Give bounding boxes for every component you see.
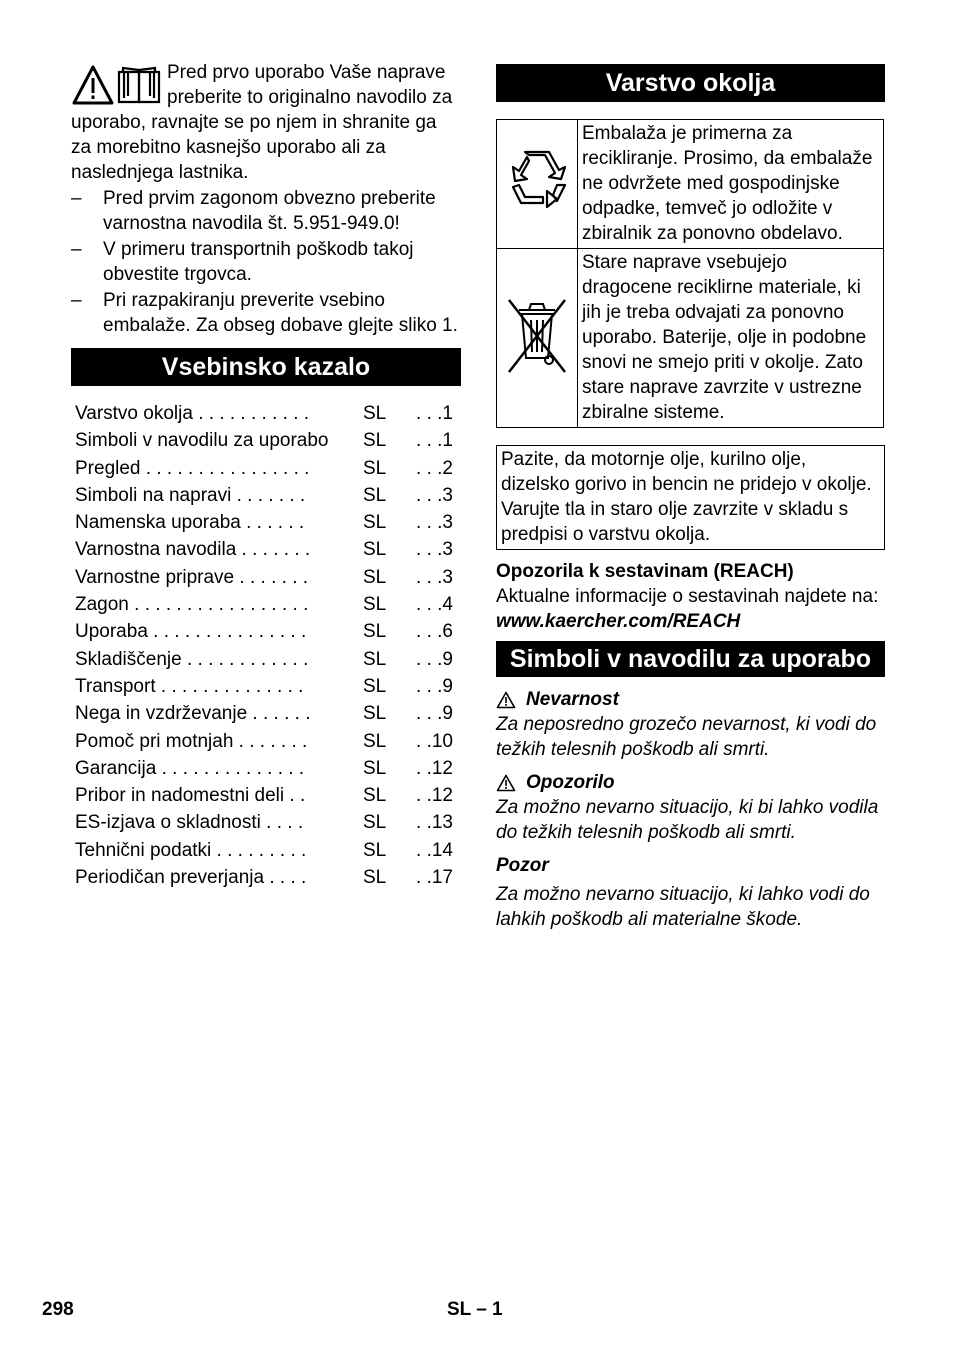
toc-entry-language: SL <box>363 484 387 506</box>
toc-entry-title: Varstvo okolja . . . . . . . . . . . <box>75 403 310 424</box>
reach-title: Opozorila k sestavinam (REACH) <box>496 561 794 582</box>
toc-row[interactable] <box>71 509 461 536</box>
open-book-icon <box>119 68 159 102</box>
toc-entry-page: . .14 <box>416 839 453 861</box>
toc-entry-language: SL <box>363 621 387 643</box>
toc-entry-title: Varnostne priprave . . . . . . . <box>75 566 309 588</box>
toc-row[interactable] <box>71 673 461 700</box>
warning-triangle-icon <box>496 774 516 792</box>
toc-row[interactable] <box>71 755 461 782</box>
reach-text: Aktualne informacije o sestavinah najdete na: <box>496 586 879 607</box>
bullet-item: – Pred prvim zagonom obvezno preberite varnostna navodila št. 5.951-949.0! <box>71 186 461 236</box>
danger-text: Za neposredno grozečo nevarnost, ki vodi do težkih telesnih poškodb ali smrti. <box>496 714 877 760</box>
caution-text: Za možno nevarno situacijo, ki lahko vodi do lahkih poškodb ali materialne škode. <box>496 884 870 930</box>
warning-title: Opozorilo <box>526 772 615 793</box>
toc-entry-language: SL <box>363 648 387 670</box>
symbols-heading: Simboli v navodilu za uporabo <box>496 641 885 677</box>
toc-entry-page: . .13 <box>416 812 453 834</box>
warning-text: Za možno nevarno situacijo, ki bi lahko vodila do težkih telesnih poškodb ali smrti. <box>496 797 879 843</box>
toc-entry-language: SL <box>363 785 387 807</box>
toc-entry-page: . . .9 <box>416 675 453 697</box>
danger-heading <box>496 687 885 712</box>
warning-heading <box>496 770 885 795</box>
toc-row[interactable] <box>71 837 461 864</box>
toc-row[interactable] <box>71 400 461 427</box>
intro-icons <box>71 64 163 108</box>
toc-entry-language: SL <box>363 512 387 534</box>
toc-row[interactable] <box>71 455 461 482</box>
toc-entry-page: . . .9 <box>416 703 453 725</box>
toc-entry-title: Transport . . . . . . . . . . . . . . <box>75 675 304 697</box>
toc-entry-language: SL <box>363 430 387 452</box>
toc-entry-page: . . .1 <box>416 430 453 452</box>
toc-entry-title: Uporaba . . . . . . . . . . . . . . . <box>75 621 307 643</box>
toc-entry-page: . . .3 <box>416 566 453 588</box>
environment-heading: Varstvo okolja <box>496 64 885 102</box>
toc-row[interactable] <box>71 864 461 891</box>
toc-heading: Vsebinsko kazalo <box>71 348 461 386</box>
toc-entry-language: SL <box>363 703 387 725</box>
right-column <box>496 60 885 932</box>
toc-row[interactable] <box>71 700 461 727</box>
table-of-contents <box>71 400 461 891</box>
toc-row[interactable] <box>71 618 461 645</box>
toc-entry-title: ES-izjava o skladnosti . . . . <box>75 812 304 834</box>
toc-entry-page: . . .1 <box>416 403 453 424</box>
toc-entry-title: Simboli v navodilu za uporabo <box>75 430 329 452</box>
toc-entry-title: Periodičan preverjanja . . . . <box>75 867 307 889</box>
table-row <box>497 249 884 428</box>
toc-entry-page: . .12 <box>416 757 453 779</box>
toc-entry-page: . . .9 <box>416 648 453 670</box>
intro-text: Pred prvo uporabo Vaše naprave preberite to originalno navodilo za uporabo, ravnajte se po njem in shranite ga za morebitno kasnejšo uporabo ali za naslednjega lastnika. <box>71 62 453 183</box>
toc-entry-language: SL <box>363 839 387 861</box>
toc-row[interactable] <box>71 646 461 673</box>
toc-row[interactable] <box>71 564 461 591</box>
recycle-icon <box>499 143 575 219</box>
toc-entry-page: . . .6 <box>416 621 453 643</box>
danger-title: Nevarnost <box>526 689 619 710</box>
page-number: 298 <box>42 1299 74 1320</box>
toc-entry-page: . . .4 <box>416 594 453 616</box>
toc-entry-title: Garancija . . . . . . . . . . . . . . <box>75 757 305 779</box>
reach-link[interactable]: www.kaercher.com/REACH <box>496 611 741 632</box>
toc-row[interactable] <box>71 728 461 755</box>
toc-entry-page: . .10 <box>416 730 453 752</box>
toc-entry-title: Varnostna navodila . . . . . . . <box>75 539 311 561</box>
toc-entry-page: . . .3 <box>416 484 453 506</box>
toc-entry-title: Zagon . . . . . . . . . . . . . . . . . <box>75 594 309 616</box>
toc-row[interactable] <box>71 536 461 563</box>
toc-entry-language: SL <box>363 539 387 561</box>
toc-entry-language: SL <box>363 594 387 616</box>
toc-entry-page: . .12 <box>416 785 453 807</box>
crossed-bin-icon <box>499 292 575 378</box>
oil-notice-box: Pazite, da motornje olje, kurilno olje, dizelsko gorivo in bencin ne pridejo v okolje. Varujte tla in staro olje zavrzite v skladu s predpisi o varstvu okolja. <box>496 445 885 550</box>
footer-section-label: SL – 1 <box>447 1299 503 1320</box>
warning-triangle-icon <box>496 691 516 709</box>
bullet-item: – V primeru transportnih poškodb takoj obvestite trgovca. <box>71 237 461 287</box>
caution-title: Pozor <box>496 855 549 876</box>
toc-entry-title: Pomoč pri motnjah . . . . . . . <box>75 730 308 752</box>
toc-entry-page: . . .3 <box>416 539 453 561</box>
toc-entry-page: . .17 <box>416 867 453 889</box>
toc-row[interactable] <box>71 482 461 509</box>
toc-entry-title: Pregled . . . . . . . . . . . . . . . . <box>75 457 310 479</box>
toc-entry-title: Nega in vzdrževanje . . . . . . <box>75 703 311 725</box>
toc-entry-language: SL <box>363 457 387 479</box>
recycle-icon-cell <box>497 120 578 249</box>
toc-entry-title: Pribor in nadomestni deli . . <box>75 785 306 807</box>
old-devices-text: Stare naprave vsebujejo dragocene reciklirne materiale, ki jih je treba odvajati za ponovno uporabo. Baterije, olje in podobne snovi ne smejo priti v okolje. Zato stare naprave zavrzite v ustrezne zbiralne sisteme. <box>578 249 884 428</box>
toc-row[interactable] <box>71 427 461 454</box>
bullet-item: – Pri razpakiranju preverite vsebino embalaže. Za obseg dobave glejte sliko 1. <box>71 288 461 338</box>
toc-entry-title: Skladiščenje . . . . . . . . . . . . <box>75 648 309 670</box>
toc-entry-language: SL <box>363 757 387 779</box>
toc-entry-title: Simboli na napravi . . . . . . . <box>75 484 306 506</box>
crossed-bin-icon-cell <box>497 249 578 428</box>
toc-entry-language: SL <box>363 675 387 697</box>
toc-entry-page: . . .3 <box>416 512 453 534</box>
left-column <box>71 60 461 891</box>
toc-entry-language: SL <box>363 812 387 834</box>
toc-entry-language: SL <box>363 867 387 889</box>
intro-section <box>71 60 461 338</box>
environment-table <box>496 119 884 428</box>
toc-row[interactable] <box>71 809 461 836</box>
toc-row[interactable] <box>71 591 461 618</box>
toc-entry-title: Namenska uporaba . . . . . . <box>75 512 305 534</box>
recycle-text: Embalaža je primerna za recikliranje. Prosimo, da embalaže ne odvržete med gospodinjske odpadke, temveč jo odložite v zbiralnik za ponovno obdelavo. <box>578 120 884 249</box>
toc-entry-page: . . .2 <box>416 457 453 479</box>
toc-entry-language: SL <box>363 730 387 752</box>
toc-row[interactable] <box>71 782 461 809</box>
toc-entry-title: Tehnični podatki . . . . . . . . . <box>75 839 307 861</box>
toc-entry-language: SL <box>363 403 387 424</box>
toc-entry-language: SL <box>363 566 387 588</box>
warning-triangle-icon <box>74 67 112 103</box>
table-row <box>497 120 884 249</box>
